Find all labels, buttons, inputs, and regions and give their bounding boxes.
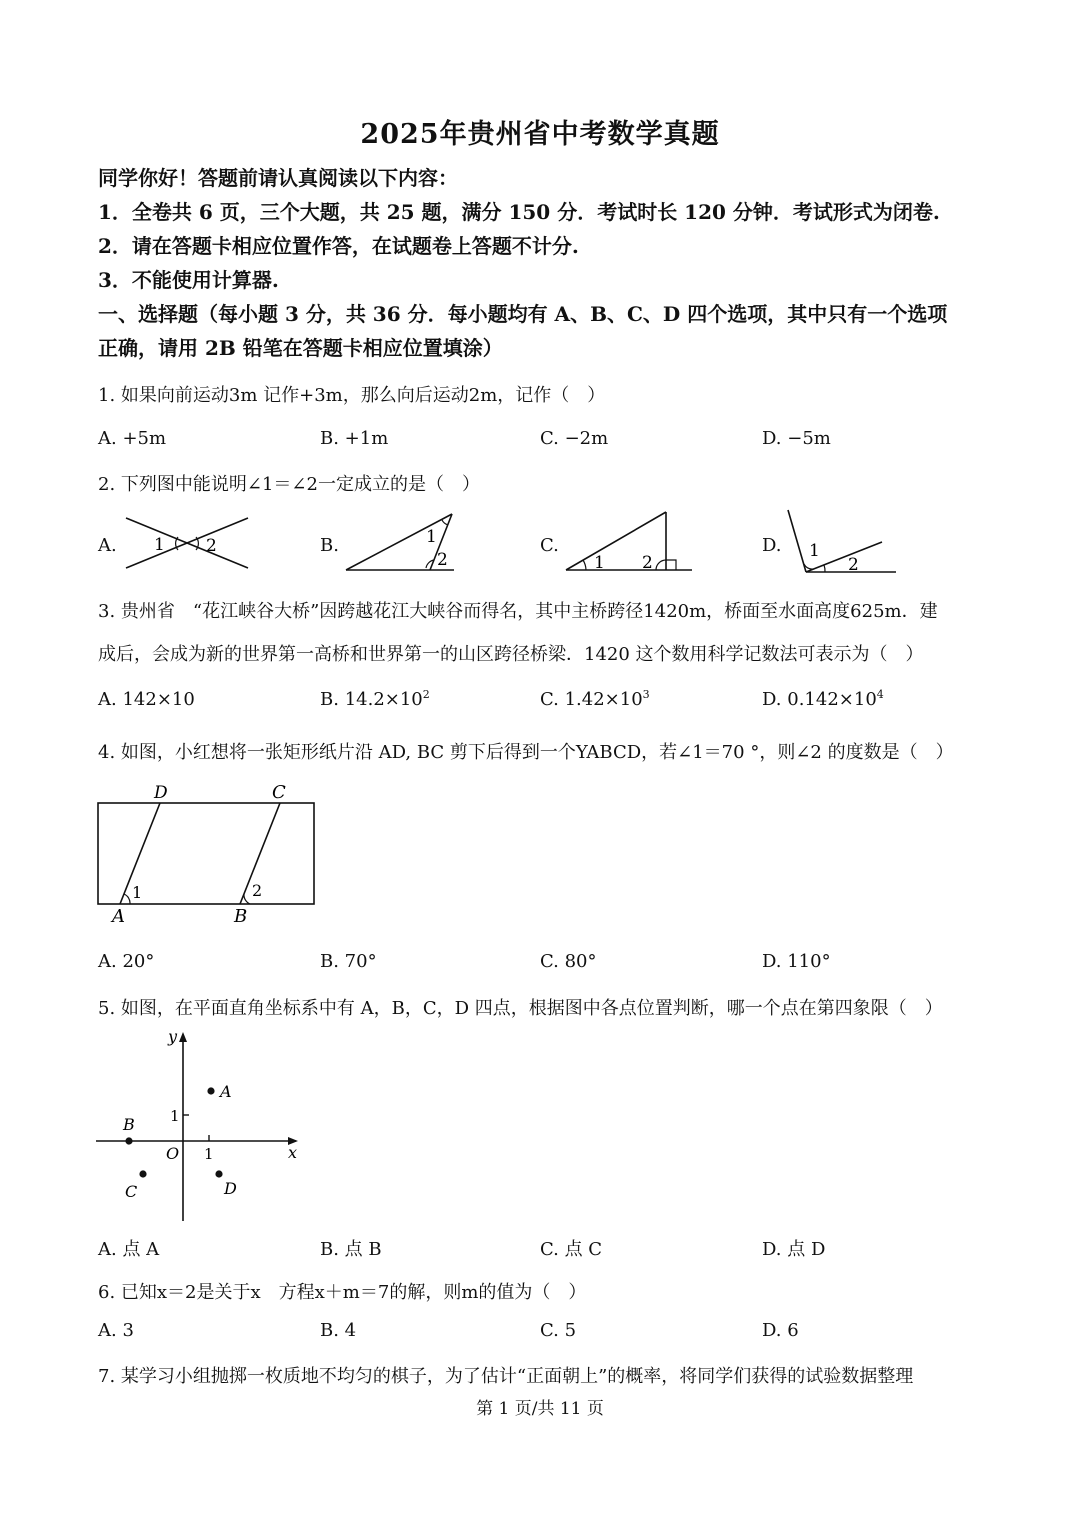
q2c-angle-arc-1 (583, 560, 586, 570)
q4-angle-label-2: 2 (252, 881, 263, 900)
q4-label-a: A (112, 906, 125, 927)
q5-option-c: C. 点 C (540, 1239, 603, 1260)
q3-option-d-base: 0.142×10 (787, 689, 877, 710)
q5-point-d-label: D (224, 1179, 237, 1198)
q3-option-d (762, 688, 884, 710)
q5-x-label: x (288, 1143, 298, 1162)
q1-option-d: D. −5m (762, 428, 831, 449)
q3-option-c-base: 1.42×10 (564, 689, 643, 710)
q4-option-b: B. 70° (320, 951, 377, 972)
q5-point-d (215, 1170, 222, 1177)
q2c-angle-arc-2 (656, 560, 666, 570)
q2c-angle-label-1: 1 (594, 553, 605, 573)
q2-option-d-letter: D. (762, 535, 782, 556)
page-footer: 第 1 页/共 11 页 (476, 1399, 604, 1419)
q2d-ray-1 (788, 510, 806, 572)
q3-option-b (320, 688, 430, 710)
q3-option-c-exp: 3 (642, 688, 650, 701)
q6-option-a: A. 3 (98, 1320, 134, 1341)
q2a-angle-label-2: 2 (206, 536, 217, 556)
q3-option-b-base: 14.2×10 (344, 689, 423, 710)
q3-option-d-label: D. (762, 689, 782, 710)
q5-option-a: A. 点 A (98, 1239, 160, 1260)
q3-option-c (540, 688, 650, 710)
q6-option-b: B. 4 (320, 1320, 357, 1341)
q4-option-a: A. 20° (98, 951, 155, 972)
q2-option-b-letter: B. (320, 535, 339, 556)
q2-figure-b (342, 510, 462, 576)
notice-item-3: 3．不能使用计算器. (98, 268, 279, 292)
question-3-stem-line2: 成后，会成为新的世界第一高桥和世界第一的山区跨径桥梁．1420 这个数用科学记数法可表示为（ ） (98, 644, 924, 665)
q5-option-d: D. 点 D (762, 1239, 826, 1260)
q1-option-b: B. +1m (320, 428, 389, 449)
q2b-angle-label-1: 1 (426, 527, 437, 547)
q2-option-c-letter: C. (540, 535, 559, 556)
q4-rectangle-figure (90, 778, 330, 928)
section1-heading-line1: 一、选择题（每小题 3 分，共 36 分．每小题均有 A、B、C、D 四个选项，其中只有一个选项 (98, 302, 948, 326)
q5-x-unit-label: 1 (204, 1145, 214, 1163)
question-3-stem-line1: 3. 贵州省 “花江峡谷大桥”因跨越花江大峡谷而得名，其中主桥跨径1420m，桥面至水面高度625m．建 (98, 601, 938, 622)
question-4-stem: 4. 如图，小红想将一张矩形纸片沿 AD, BC 剪下后得到一个YABCD，若∠1＝70 °，则∠2 的度数是（ ） (98, 742, 954, 763)
q5-point-c-label: C (125, 1182, 138, 1201)
q5-point-b (125, 1137, 132, 1144)
q6-option-c: C. 5 (540, 1320, 577, 1341)
section1-heading-line2: 正确，请用 2B 铅笔在答题卡相应位置填涂） (98, 336, 503, 360)
question-2-stem: 2. 下列图中能说明∠1＝∠2一定成立的是（ ） (98, 474, 480, 495)
q5-point-c (139, 1170, 146, 1177)
q3-option-a (98, 688, 195, 710)
q2-option-a-letter: A. (98, 535, 117, 556)
q4-option-d: D. 110° (762, 951, 831, 972)
notice-greeting: 同学你好！答题前请认真阅读以下内容： (98, 166, 458, 190)
q2c-angle-label-2: 2 (642, 553, 653, 573)
q3-option-c-label: C. (540, 689, 559, 710)
q4-label-b: B (234, 906, 248, 927)
q4-label-c: C (272, 782, 286, 803)
q2b-angle-arc-1 (442, 520, 448, 525)
q5-point-a (207, 1087, 214, 1094)
question-6-stem: 6. 已知x＝2是关于x 方程x＋m＝7的解，则m的值为（ ） (98, 1282, 587, 1303)
q2a-angle-label-1: 1 (154, 535, 165, 555)
q2d-angle-arc-2 (824, 565, 825, 572)
q4-option-c: C. 80° (540, 951, 597, 972)
q2-figure-c (562, 506, 698, 576)
q4-angle-arc-2 (244, 894, 250, 904)
q5-origin-label: O (166, 1144, 180, 1163)
q2-figure-a (120, 510, 255, 574)
question-5-stem: 5. 如图，在平面直角坐标系中有 A，B，C，D 四点，根据图中各点位置判断，哪一个点在第四象限（ ） (98, 998, 943, 1019)
q3-option-a-base: 142×10 (122, 689, 195, 710)
q5-option-b: B. 点 B (320, 1239, 382, 1260)
q4-angle-arc-1 (124, 894, 130, 904)
q4-angle-label-1: 1 (132, 883, 143, 902)
notice-item-2: 2．请在答题卡相应位置作答，在试题卷上答题不计分. (98, 234, 579, 258)
q3-option-b-exp: 2 (422, 688, 430, 701)
q3-option-a-label: A. (98, 689, 117, 710)
question-7-stem: 7. 某学习小组抛掷一枚质地不均匀的棋子，为了估计“正面朝上”的概率，将同学们获得的试验数据整理 (98, 1366, 914, 1387)
q5-coordinate-plane (92, 1026, 312, 1226)
q5-y-unit-label: 1 (170, 1107, 180, 1125)
page-title: 2025年贵州省中考数学真题 (360, 119, 720, 150)
q2d-angle-label-1: 1 (809, 541, 820, 561)
notice-item-1: 1．全卷共 6 页，三个大题，共 25 题，满分 150 分．考试时长 120 分钟．考试形式为闭卷. (98, 200, 940, 224)
q2b-angle-label-2: 2 (437, 550, 448, 570)
q5-point-b-label: B (123, 1115, 135, 1134)
q2d-angle-label-2: 2 (848, 555, 859, 575)
q3-option-b-label: B. (320, 689, 339, 710)
q5-y-label: y (168, 1027, 178, 1046)
q5-y-axis-arrow (179, 1032, 187, 1042)
q2-figure-d (784, 506, 900, 576)
q1-option-c: C. −2m (540, 428, 609, 449)
q6-option-d: D. 6 (762, 1320, 799, 1341)
q1-option-a: A. +5m (98, 428, 167, 449)
q5-point-a-label: A (220, 1082, 232, 1101)
q4-label-d: D (154, 783, 168, 803)
question-1-stem: 1. 如果向前运动3m 记作+3m，那么向后运动2m，记作（ ） (98, 385, 606, 406)
q3-option-d-exp: 4 (876, 688, 884, 701)
q4-rectangle (98, 803, 314, 904)
q2c-right-angle-mark (666, 560, 676, 570)
